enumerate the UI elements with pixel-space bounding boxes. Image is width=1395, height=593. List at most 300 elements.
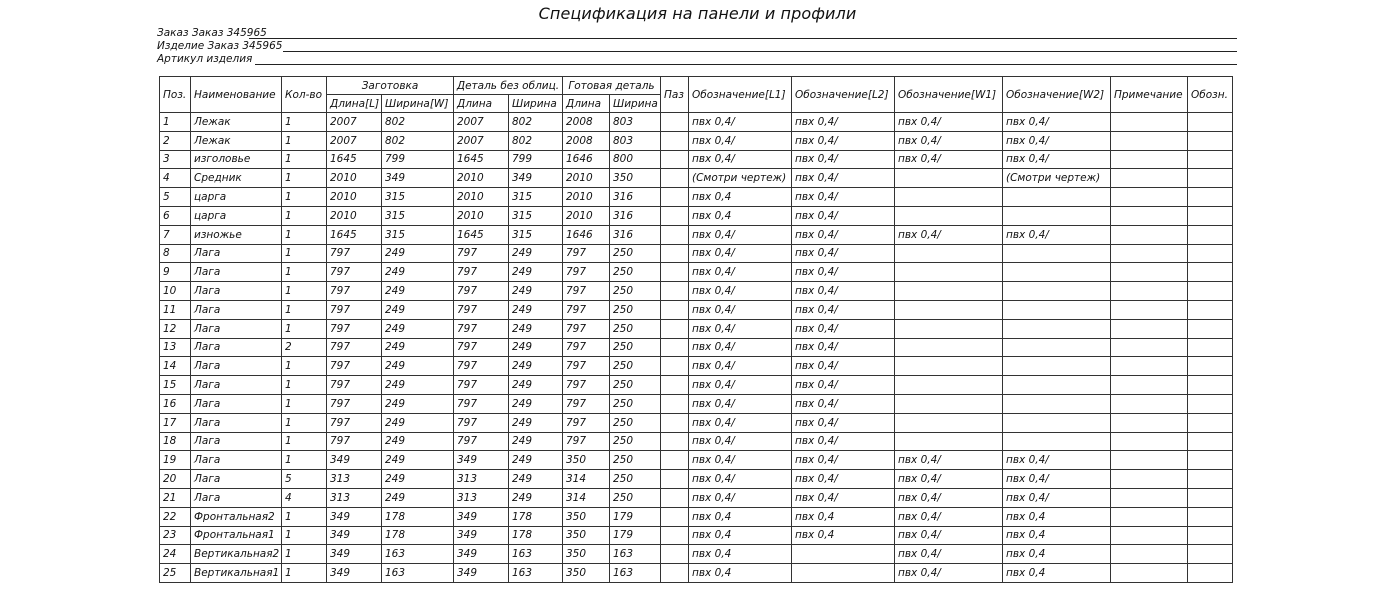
cell-w1: [895, 357, 1003, 376]
cell-detail-width: 249: [509, 488, 563, 507]
product-line: [157, 39, 1237, 52]
cell-blank-width: 249: [382, 470, 454, 489]
cell-blank-width: 249: [382, 357, 454, 376]
cell-name: Лага: [191, 413, 282, 432]
cell-groove: [661, 470, 689, 489]
cell-designation: [1188, 507, 1233, 526]
cell-groove: [661, 564, 689, 583]
cell-finished-width: 250: [610, 244, 661, 263]
cell-name: Фронтальная1: [191, 526, 282, 545]
cell-blank-width: 249: [382, 263, 454, 282]
cell-w1: [895, 300, 1003, 319]
cell-blank-length: 2010: [327, 206, 382, 225]
cell-blank-length: 797: [327, 282, 382, 301]
cell-detail-length: 797: [454, 319, 509, 338]
cell-detail-length: 349: [454, 545, 509, 564]
cell-blank-width: 249: [382, 376, 454, 395]
cell-name: Лага: [191, 244, 282, 263]
cell-blank-width: 163: [382, 564, 454, 583]
cell-detail-width: 802: [509, 131, 563, 150]
product-label: Изделие: [157, 40, 205, 52]
spec-table-body: [160, 113, 1233, 583]
cell-detail-length: 2010: [454, 188, 509, 207]
cell-note: [1111, 470, 1188, 489]
table-row: [160, 357, 1233, 376]
cell-l2: пвх 0,4/: [792, 470, 895, 489]
cell-finished-length: 797: [563, 338, 610, 357]
cell-l2: пвх 0,4/: [792, 357, 895, 376]
cell-qty: 1: [282, 319, 327, 338]
product-value: Заказ 345965: [207, 40, 283, 52]
cell-groove: [661, 357, 689, 376]
cell-blank-length: 797: [327, 357, 382, 376]
cell-l1: пвх 0,4/: [689, 376, 792, 395]
table-row: [160, 300, 1233, 319]
cell-pos: 3: [160, 150, 191, 169]
cell-finished-length: 797: [563, 244, 610, 263]
cell-finished-width: 179: [610, 526, 661, 545]
article-underline: [255, 64, 1237, 65]
header-detail-group: Деталь без облиц.: [454, 77, 563, 95]
cell-detail-length: 349: [454, 507, 509, 526]
cell-detail-length: 797: [454, 300, 509, 319]
cell-finished-length: 1646: [563, 150, 610, 169]
cell-blank-length: 797: [327, 300, 382, 319]
cell-note: [1111, 451, 1188, 470]
cell-blank-width: 249: [382, 413, 454, 432]
table-row: [160, 244, 1233, 263]
cell-detail-width: 799: [509, 150, 563, 169]
cell-designation: [1188, 357, 1233, 376]
cell-pos: 13: [160, 338, 191, 357]
cell-finished-width: 250: [610, 338, 661, 357]
cell-l1: пвх 0,4/: [689, 338, 792, 357]
cell-designation: [1188, 470, 1233, 489]
table-row: [160, 488, 1233, 507]
cell-pos: 11: [160, 300, 191, 319]
cell-name: царга: [191, 188, 282, 207]
cell-qty: 1: [282, 376, 327, 395]
cell-blank-width: 249: [382, 338, 454, 357]
cell-note: [1111, 300, 1188, 319]
cell-l1: (Смотри чертеж): [689, 169, 792, 188]
header-finished-group: Готовая деталь: [563, 77, 661, 95]
cell-qty: 1: [282, 206, 327, 225]
cell-l1: пвх 0,4/: [689, 319, 792, 338]
cell-blank-width: 802: [382, 131, 454, 150]
table-row: [160, 131, 1233, 150]
cell-w1: пвх 0,4/: [895, 564, 1003, 583]
cell-w1: [895, 394, 1003, 413]
cell-qty: 2: [282, 338, 327, 357]
cell-note: [1111, 169, 1188, 188]
cell-qty: 1: [282, 413, 327, 432]
cell-detail-length: 797: [454, 432, 509, 451]
cell-detail-width: 249: [509, 357, 563, 376]
cell-detail-length: 797: [454, 413, 509, 432]
cell-note: [1111, 113, 1188, 132]
cell-blank-length: 313: [327, 470, 382, 489]
cell-l2: пвх 0,4/: [792, 282, 895, 301]
cell-detail-width: 163: [509, 545, 563, 564]
cell-qty: 1: [282, 394, 327, 413]
cell-designation: [1188, 131, 1233, 150]
cell-finished-width: 250: [610, 451, 661, 470]
cell-finished-width: 250: [610, 432, 661, 451]
cell-pos: 20: [160, 470, 191, 489]
cell-blank-length: 2010: [327, 188, 382, 207]
cell-l1: пвх 0,4/: [689, 282, 792, 301]
cell-w1: [895, 244, 1003, 263]
cell-detail-width: 178: [509, 526, 563, 545]
cell-detail-width: 315: [509, 188, 563, 207]
cell-pos: 5: [160, 188, 191, 207]
cell-w1: [895, 338, 1003, 357]
cell-qty: 1: [282, 300, 327, 319]
cell-w1: [895, 432, 1003, 451]
cell-name: Вертикальная2: [191, 545, 282, 564]
cell-qty: 1: [282, 188, 327, 207]
cell-finished-length: 314: [563, 470, 610, 489]
cell-w2: [1003, 282, 1111, 301]
cell-detail-width: 249: [509, 451, 563, 470]
cell-pos: 16: [160, 394, 191, 413]
cell-name: Вертикальная1: [191, 564, 282, 583]
cell-detail-length: 349: [454, 526, 509, 545]
cell-designation: [1188, 244, 1233, 263]
cell-groove: [661, 394, 689, 413]
cell-detail-length: 313: [454, 488, 509, 507]
cell-finished-width: 316: [610, 225, 661, 244]
cell-w2: [1003, 394, 1111, 413]
cell-detail-length: 349: [454, 564, 509, 583]
cell-name: Средник: [191, 169, 282, 188]
table-row: [160, 413, 1233, 432]
cell-detail-length: 797: [454, 263, 509, 282]
cell-designation: [1188, 394, 1233, 413]
cell-blank-length: 797: [327, 244, 382, 263]
header-w1: Обозначение[W1]: [895, 77, 1003, 113]
header-blank-width: Ширина[W]: [382, 95, 454, 113]
cell-qty: 1: [282, 150, 327, 169]
cell-note: [1111, 488, 1188, 507]
article-label: Артикул изделия: [157, 53, 253, 65]
cell-blank-length: 797: [327, 432, 382, 451]
cell-blank-length: 349: [327, 545, 382, 564]
cell-designation: [1188, 225, 1233, 244]
cell-pos: 25: [160, 564, 191, 583]
cell-finished-length: 797: [563, 319, 610, 338]
cell-pos: 14: [160, 357, 191, 376]
cell-detail-length: 2007: [454, 113, 509, 132]
cell-detail-length: 2010: [454, 169, 509, 188]
cell-detail-width: 249: [509, 338, 563, 357]
cell-qty: 1: [282, 131, 327, 150]
table-row: [160, 188, 1233, 207]
cell-groove: [661, 263, 689, 282]
cell-groove: [661, 545, 689, 564]
cell-detail-width: 802: [509, 113, 563, 132]
cell-l2: пвх 0,4/: [792, 376, 895, 395]
header-finished-width: Ширина: [610, 95, 661, 113]
cell-l2: пвх 0,4/: [792, 338, 895, 357]
cell-note: [1111, 413, 1188, 432]
cell-designation: [1188, 545, 1233, 564]
header-blank-group: Заготовка: [327, 77, 454, 95]
cell-qty: 1: [282, 451, 327, 470]
cell-blank-length: 1645: [327, 150, 382, 169]
cell-name: Лага: [191, 432, 282, 451]
cell-name: изголовье: [191, 150, 282, 169]
cell-note: [1111, 432, 1188, 451]
cell-l2: пвх 0,4/: [792, 488, 895, 507]
cell-name: Лага: [191, 300, 282, 319]
cell-l2: пвх 0,4/: [792, 263, 895, 282]
cell-blank-width: 249: [382, 451, 454, 470]
cell-blank-width: 315: [382, 188, 454, 207]
cell-finished-length: 797: [563, 263, 610, 282]
cell-groove: [661, 488, 689, 507]
cell-note: [1111, 526, 1188, 545]
cell-pos: 23: [160, 526, 191, 545]
header-qty: Кол-во: [282, 77, 327, 113]
cell-finished-length: 797: [563, 300, 610, 319]
cell-pos: 9: [160, 263, 191, 282]
cell-finished-length: 2010: [563, 188, 610, 207]
cell-finished-length: 350: [563, 507, 610, 526]
cell-blank-length: 2007: [327, 113, 382, 132]
cell-groove: [661, 206, 689, 225]
cell-l2: пвх 0,4/: [792, 225, 895, 244]
cell-w1: пвх 0,4/: [895, 470, 1003, 489]
cell-w2: пвх 0,4/: [1003, 113, 1111, 132]
cell-finished-length: 314: [563, 488, 610, 507]
cell-detail-length: 1645: [454, 150, 509, 169]
table-row: [160, 507, 1233, 526]
header-name: Наименование: [191, 77, 282, 113]
cell-finished-width: 803: [610, 131, 661, 150]
cell-blank-width: 249: [382, 300, 454, 319]
cell-groove: [661, 150, 689, 169]
cell-blank-length: 349: [327, 507, 382, 526]
cell-l1: пвх 0,4/: [689, 488, 792, 507]
cell-designation: [1188, 300, 1233, 319]
cell-detail-length: 797: [454, 357, 509, 376]
cell-blank-width: 802: [382, 113, 454, 132]
table-row: [160, 113, 1233, 132]
cell-w1: [895, 282, 1003, 301]
cell-w1: пвх 0,4/: [895, 225, 1003, 244]
cell-l2: пвх 0,4/: [792, 319, 895, 338]
cell-l1: пвх 0,4/: [689, 225, 792, 244]
cell-pos: 17: [160, 413, 191, 432]
cell-detail-width: 249: [509, 376, 563, 395]
cell-w2: пвх 0,4/: [1003, 488, 1111, 507]
cell-note: [1111, 338, 1188, 357]
header-designation: Обозн.: [1188, 77, 1233, 113]
cell-finished-width: 163: [610, 564, 661, 583]
cell-finished-width: 350: [610, 169, 661, 188]
cell-w2: [1003, 188, 1111, 207]
cell-w1: пвх 0,4/: [895, 545, 1003, 564]
cell-w1: пвх 0,4/: [895, 131, 1003, 150]
cell-detail-length: 2010: [454, 206, 509, 225]
cell-finished-length: 797: [563, 394, 610, 413]
cell-w1: [895, 263, 1003, 282]
cell-name: Лага: [191, 394, 282, 413]
table-row: [160, 206, 1233, 225]
cell-w1: [895, 376, 1003, 395]
cell-detail-length: 1645: [454, 225, 509, 244]
cell-finished-width: 250: [610, 282, 661, 301]
cell-detail-length: 797: [454, 282, 509, 301]
cell-note: [1111, 150, 1188, 169]
cell-groove: [661, 225, 689, 244]
cell-designation: [1188, 113, 1233, 132]
cell-designation: [1188, 188, 1233, 207]
cell-blank-width: 349: [382, 169, 454, 188]
cell-designation: [1188, 282, 1233, 301]
cell-finished-width: 250: [610, 376, 661, 395]
cell-w2: [1003, 300, 1111, 319]
cell-w2: пвх 0,4: [1003, 545, 1111, 564]
cell-w1: пвх 0,4/: [895, 488, 1003, 507]
cell-name: Лага: [191, 488, 282, 507]
cell-w2: (Смотри чертеж): [1003, 169, 1111, 188]
cell-note: [1111, 225, 1188, 244]
cell-pos: 22: [160, 507, 191, 526]
cell-pos: 19: [160, 451, 191, 470]
cell-note: [1111, 564, 1188, 583]
cell-l2: [792, 564, 895, 583]
cell-qty: 1: [282, 113, 327, 132]
cell-w2: [1003, 206, 1111, 225]
cell-finished-width: 250: [610, 488, 661, 507]
cell-l1: пвх 0,4: [689, 206, 792, 225]
cell-finished-length: 797: [563, 357, 610, 376]
header-blank-length: Длина[L]: [327, 95, 382, 113]
cell-groove: [661, 376, 689, 395]
cell-finished-length: 797: [563, 413, 610, 432]
cell-detail-length: 797: [454, 376, 509, 395]
cell-detail-width: 249: [509, 300, 563, 319]
cell-detail-width: 249: [509, 394, 563, 413]
table-row: [160, 564, 1233, 583]
cell-note: [1111, 282, 1188, 301]
cell-name: Лага: [191, 263, 282, 282]
cell-blank-width: 249: [382, 282, 454, 301]
cell-blank-length: 797: [327, 338, 382, 357]
cell-pos: 6: [160, 206, 191, 225]
cell-finished-length: 797: [563, 376, 610, 395]
cell-l1: пвх 0,4/: [689, 150, 792, 169]
cell-pos: 8: [160, 244, 191, 263]
cell-groove: [661, 432, 689, 451]
cell-w1: пвх 0,4/: [895, 451, 1003, 470]
cell-blank-length: 349: [327, 526, 382, 545]
cell-l2: пвх 0,4/: [792, 413, 895, 432]
table-row: [160, 319, 1233, 338]
cell-name: Лежак: [191, 131, 282, 150]
cell-w2: [1003, 338, 1111, 357]
cell-l2: пвх 0,4/: [792, 188, 895, 207]
cell-groove: [661, 338, 689, 357]
cell-detail-width: 249: [509, 244, 563, 263]
header-detail-length: Длина: [454, 95, 509, 113]
cell-finished-width: 316: [610, 206, 661, 225]
table-row: [160, 451, 1233, 470]
cell-pos: 24: [160, 545, 191, 564]
header-note: Примечание: [1111, 77, 1188, 113]
cell-detail-width: 249: [509, 432, 563, 451]
cell-w2: пвх 0,4: [1003, 507, 1111, 526]
cell-finished-width: 179: [610, 507, 661, 526]
cell-groove: [661, 413, 689, 432]
cell-w2: пвх 0,4/: [1003, 131, 1111, 150]
cell-groove: [661, 188, 689, 207]
cell-blank-width: 249: [382, 432, 454, 451]
cell-l2: пвх 0,4/: [792, 432, 895, 451]
cell-note: [1111, 131, 1188, 150]
cell-groove: [661, 169, 689, 188]
cell-w1: пвх 0,4/: [895, 150, 1003, 169]
cell-w2: пвх 0,4/: [1003, 470, 1111, 489]
cell-name: Лага: [191, 470, 282, 489]
document-title: Спецификация на панели и профили: [538, 4, 857, 23]
cell-w2: пвх 0,4/: [1003, 225, 1111, 244]
article-line: [157, 52, 1237, 65]
table-row: [160, 263, 1233, 282]
cell-finished-length: 2008: [563, 131, 610, 150]
table-row: [160, 225, 1233, 244]
cell-groove: [661, 131, 689, 150]
cell-finished-width: 316: [610, 188, 661, 207]
cell-groove: [661, 451, 689, 470]
cell-w2: [1003, 432, 1111, 451]
cell-w1: [895, 169, 1003, 188]
order-value: Заказ 345965: [191, 27, 267, 39]
cell-name: Лага: [191, 357, 282, 376]
cell-finished-length: 797: [563, 282, 610, 301]
cell-finished-length: 350: [563, 526, 610, 545]
cell-finished-length: 2010: [563, 206, 610, 225]
cell-l1: пвх 0,4: [689, 564, 792, 583]
cell-detail-width: 249: [509, 263, 563, 282]
cell-blank-length: 2010: [327, 169, 382, 188]
cell-detail-length: 797: [454, 244, 509, 263]
cell-blank-length: 349: [327, 451, 382, 470]
cell-finished-length: 350: [563, 564, 610, 583]
cell-blank-width: 799: [382, 150, 454, 169]
cell-name: Лага: [191, 451, 282, 470]
cell-name: Лага: [191, 338, 282, 357]
cell-pos: 7: [160, 225, 191, 244]
header-l1: Обозначение[L1]: [689, 77, 792, 113]
cell-pos: 2: [160, 131, 191, 150]
cell-detail-width: 315: [509, 225, 563, 244]
cell-l1: пвх 0,4: [689, 507, 792, 526]
cell-blank-width: 249: [382, 244, 454, 263]
cell-l2: пвх 0,4/: [792, 244, 895, 263]
cell-designation: [1188, 338, 1233, 357]
cell-designation: [1188, 413, 1233, 432]
cell-note: [1111, 206, 1188, 225]
cell-qty: 1: [282, 564, 327, 583]
cell-designation: [1188, 263, 1233, 282]
cell-designation: [1188, 526, 1233, 545]
cell-blank-length: 2007: [327, 131, 382, 150]
cell-blank-width: 163: [382, 545, 454, 564]
